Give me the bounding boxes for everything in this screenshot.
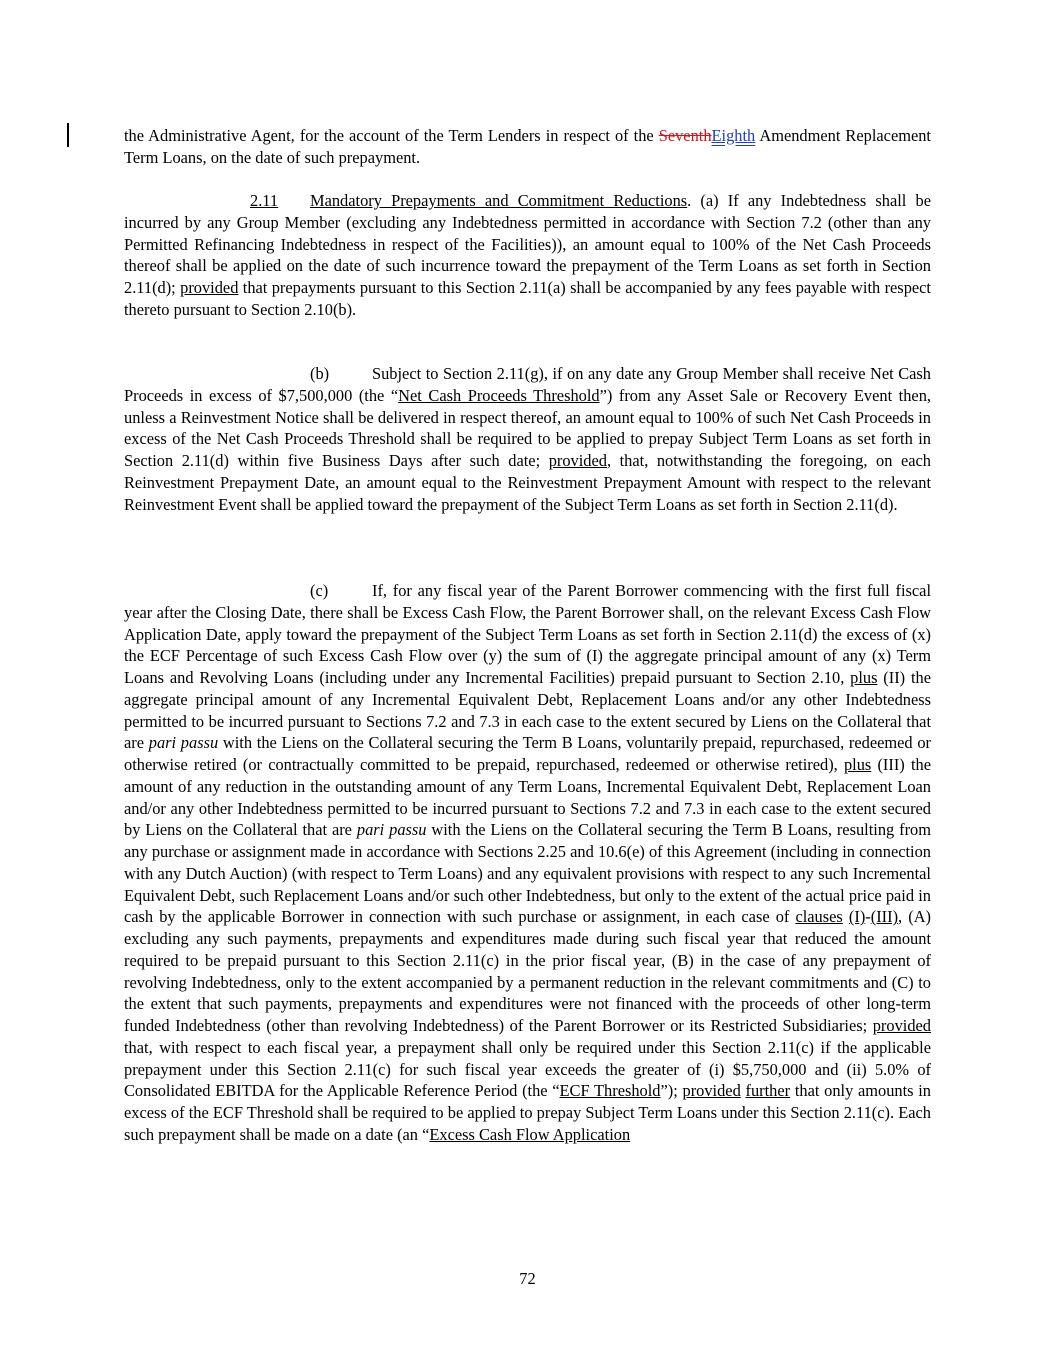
section-2-11-c [124, 580, 931, 1146]
text-run: , that, notwithstanding the foregoing, on each Reinvestment Prepayment Date, an amount equal to the Reinvestment Prepayment Amount with respect to the relevant Reinvestment Event shall be applied toward the prepayment of the Subject Term Loans as set forth in Section 2.11(d). [124, 451, 931, 514]
defined-term: Excess Cash Flow Application [429, 1124, 631, 1144]
text-run: ”) from any Asset Sale or Recovery Event then, unless a Reinvestment Notice shall be delivered in respect thereof, an amount equal to 100% of such Net Cash Proceeds in excess of the Net Cash Proceeds Threshold shall be required to be applied to prepay Subject Term Loans as set forth in Section 2.11(d) within five Business Days after such date; [124, 385, 932, 470]
defined-term: Net Cash Proceeds Threshold [398, 385, 600, 405]
text-run: the Administrative Agent, for the account of the Term Lenders in respect of the [124, 126, 659, 145]
text-run: - [865, 907, 871, 927]
text-run: (II) the aggregate principal amount of any Incremental Equivalent Debt, Replacement Loans and/or any other Indebtedness permitted to be incurred pursuant to Sections 7.2 and 7.3 in each case to the extent secured by Liens on the Collateral that are [124, 668, 931, 753]
subsection-label: (c) [310, 581, 329, 600]
clause-reference: (III) [870, 907, 899, 927]
page-number: 72 [519, 1269, 536, 1288]
defined-term: provided [872, 1016, 931, 1035]
text-run: , (A) excluding any such payments, prepayments and expenditures made during such fiscal year that reduced the amount required to be prepaid pursuant to this Section 2.11(c) in the prior fiscal year, (B) in the case of any prepayment of revolving Indebtedness, only to the extent accompanied by a permanent reduction in the relevant commitments and (C) to the extent that such payments, prepayments and expenditures were not financed with the proceeds of other long-term funded Indebtedness (other than revolving Indebtedness) of the Parent Borrower or its Restricted Subsidiaries; [124, 907, 931, 1035]
italic-term: pari passu [356, 820, 427, 840]
section-number: 2.11 [250, 191, 279, 210]
text-run: Amendment Replacement Term Loans, on the date of such prepayment. [124, 126, 931, 167]
text-run: that prepayments pursuant to this Section 2.11(a) shall be accompanied by any fees payable with respect thereto pursuant to Section 2.10(b). [124, 278, 931, 319]
clause-reference: (I) [848, 907, 866, 927]
subsection-label: (b) [310, 364, 330, 383]
defined-term: further [745, 1081, 791, 1101]
text-run: (III) the amount of any reduction in the outstanding amount of any Term Loans, Incremental Equivalent Debt, Replacement Loan and/or any other Indebtedness permitted to be incurred pursuant to Sections 7.2 and 7.3 in each case to the extent secured by Liens on the Collateral that are [124, 755, 931, 840]
text-run: If, for any fiscal year of the Parent Borrower commencing with the first full fiscal year after the Closing Date, there shall be Excess Cash Flow, the Parent Borrower shall, on the relevant Excess Cash Flow Application Date, apply toward the prepayment of the Subject Term Loans as set forth in Section 2.11(d) the excess of (x) the ECF Percentage of such Excess Cash Flow over (y) the sum of (I) the aggregate principal amount of any (x) Term Loans and Revolving Loans (including under any Incremental Facilities) prepaid pursuant to Section 2.10, [124, 581, 931, 687]
defined-term: provided [682, 1081, 741, 1101]
text-run: with the Liens on the Collateral securing the Term B Loans, voluntarily prepaid, repurchased, redeemed or otherwise retired (or contractually committed to be prepaid, repurchased, redeemed or otherwise retired), [124, 733, 932, 774]
text-run: that only amounts in excess of the ECF Threshold shall be required to be applied to prepay Subject Term Loans under this Section 2.11(c). Each such prepayment shall be made on a date (an “ [124, 1081, 931, 1144]
revision-change-bar [67, 123, 69, 147]
inserted-text: Eighth [711, 126, 756, 145]
defined-term: clauses [795, 907, 843, 927]
defined-term: provided [180, 278, 239, 297]
text-run: . (a) If any Indebtedness shall be incurred by any Group Member (excluding any Indebtedness permitted in accordance with Section 7.2 (other than any Permitted Refinancing Indebtedness in respect of the Facilities)), an amount equal to 100% of the Net Cash Proceeds thereof shall be applied on the date of such incurrence toward the prepayment of the Term Loans as set forth in Section 2.11(d); [124, 191, 931, 297]
defined-term: provided [548, 451, 607, 470]
deleted-text: Seventh [658, 126, 712, 145]
italic-term: pari passu [148, 733, 219, 753]
defined-term: plus [843, 755, 872, 774]
text-run: that, with respect to each fiscal year, a prepayment shall only be required under this Section 2.11(c) if the applicable prepayment under this Section 2.11(c) for such fiscal year exceeds the greater of (i) $5,750,000 and (ii) 5.0% of Consolidated EBITDA for the Applicable Reference Period (the “ [124, 1037, 931, 1101]
text-run: ”); [660, 1081, 683, 1101]
section-heading: Mandatory Prepayments and Commitment Reductions [310, 191, 688, 210]
section-2-11-b [124, 363, 931, 515]
defined-term: ECF Threshold [559, 1081, 661, 1101]
section-2-11-a [124, 190, 931, 321]
text-run: Subject to Section 2.11(g), if on any date any Group Member shall receive Net Cash Proceeds in excess of $7,500,000 (the “ [124, 364, 931, 405]
paragraph-continuation [124, 125, 931, 169]
text-run: with the Liens on the Collateral securing the Term B Loans, resulting from any purchase or assignment made in accordance with Sections 2.25 and 10.6(e) of this Agreement (including in connection with any Dutch Auction) (with respect to Term Loans) and any equivalent provisions with respect to any such Incremental Equivalent Debt, such Replacement Loans and/or such other Indebtedness, but only to the extent of the actual price paid in cash by the applicable Borrower in connection with such purchase or assignment, in each case of [124, 820, 931, 927]
defined-term: plus [850, 668, 878, 687]
